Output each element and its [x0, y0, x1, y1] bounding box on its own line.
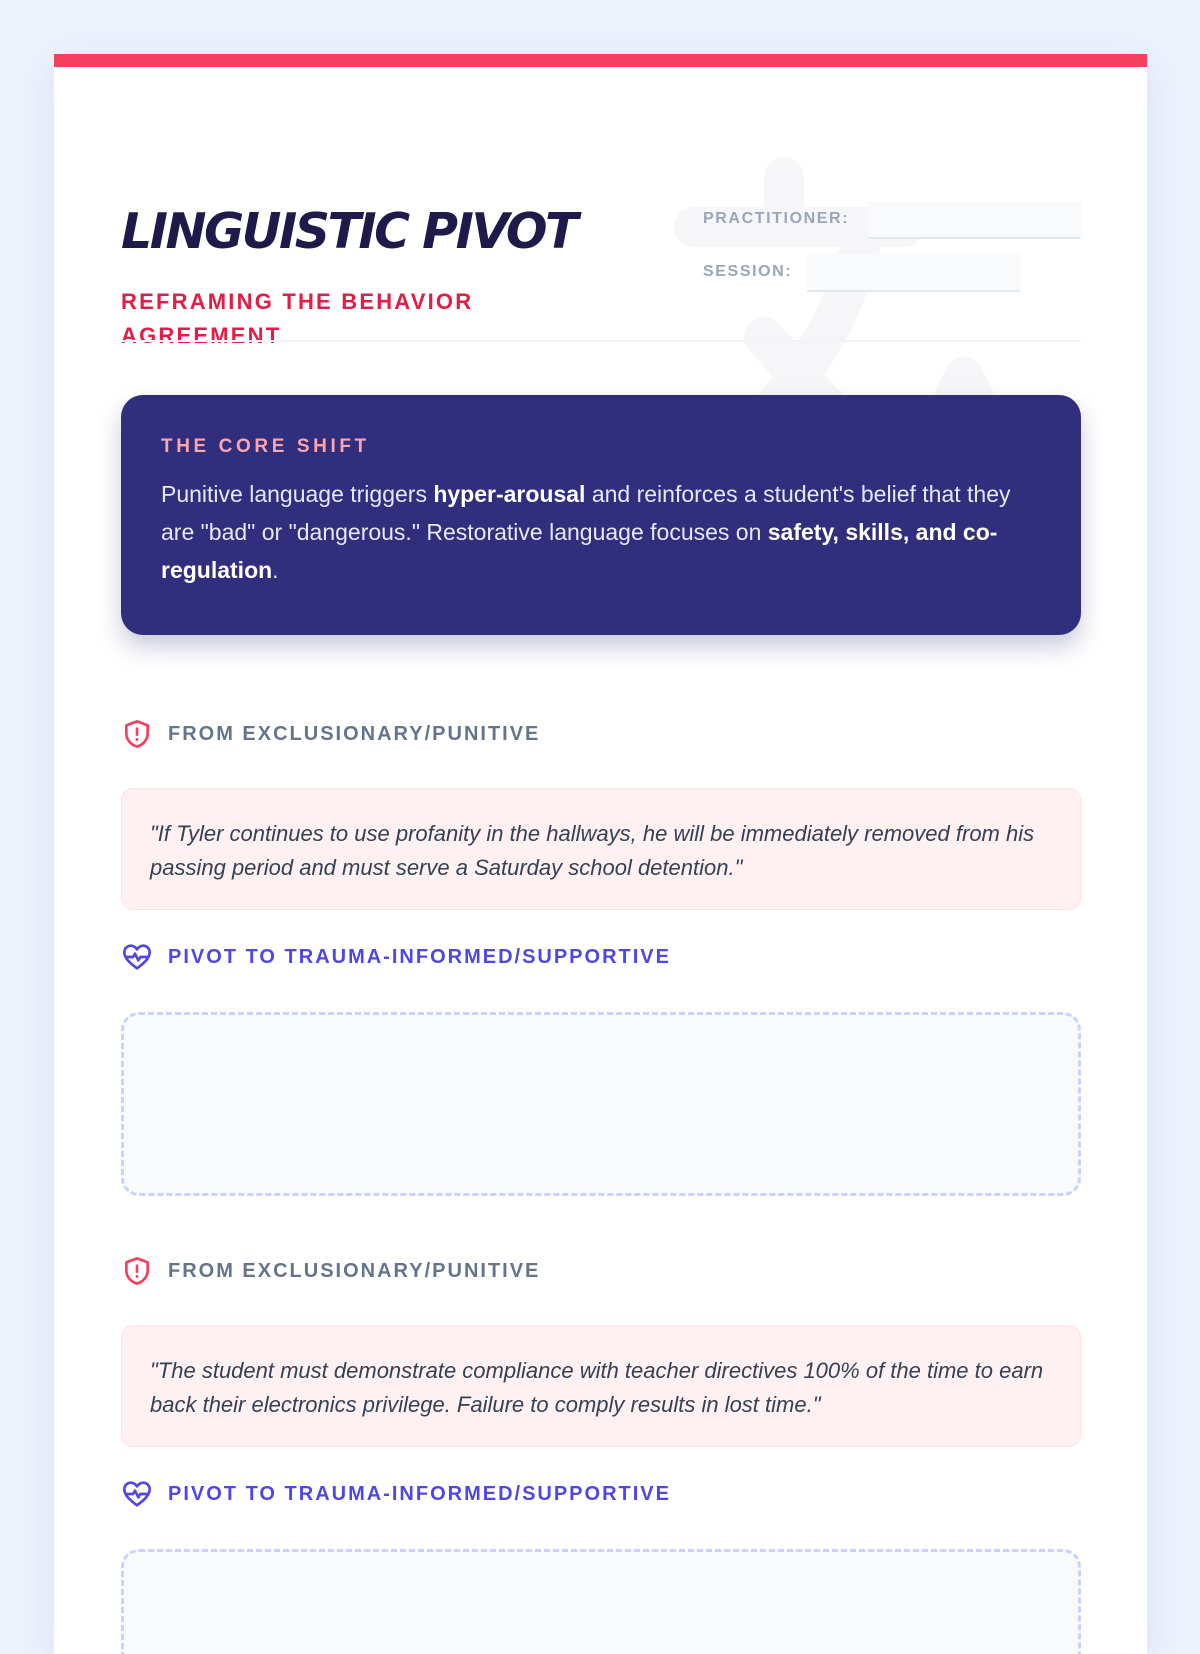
punitive-quote: "If Tyler continues to use profanity in the hallways, he will be immediately removed from his passing period and must serve a Saturday school detention."	[150, 821, 1035, 880]
page-subtitle: REFRAMING THE BEHAVIOR AGREEMENT	[121, 289, 474, 348]
punitive-label: FROM EXCLUSIONARY/PUNITIVE	[168, 1260, 541, 1282]
core-shift-emphasis: safety, skills, and co-regulation	[161, 519, 998, 583]
punitive-heading	[121, 1254, 540, 1288]
page-title: LINGUISTIC PIVOT	[121, 203, 576, 260]
header	[121, 147, 1081, 347]
punitive-label: FROM EXCLUSIONARY/PUNITIVE	[168, 723, 541, 745]
core-shift-emphasis: hyper-arousal	[433, 481, 586, 507]
pivot-label: PIVOT TO TRAUMA-INFORMED/SUPPORTIVE	[168, 946, 671, 968]
session-label: SESSION:	[703, 263, 793, 280]
shield-alert-icon	[121, 1255, 153, 1287]
punitive-quote-box	[121, 788, 1081, 910]
header-divider	[121, 340, 1081, 342]
pivot-heading	[121, 1477, 671, 1511]
core-shift-label: THE CORE SHIFT	[161, 436, 370, 457]
core-shift-text: Punitive language triggers hyper-arousal and reinforces a student's belief that they are "bad" or "dangerous." Restorative language focuses on safety, skills, and co-regulation.	[161, 481, 1011, 583]
practitioner-label: PRACTITIONER:	[703, 210, 850, 227]
pivot-response-field[interactable]	[121, 1012, 1081, 1196]
heart-pulse-icon	[121, 1478, 153, 1510]
heart-pulse-icon	[121, 941, 153, 973]
practitioner-field[interactable]	[868, 201, 1081, 239]
worksheet-page	[54, 54, 1147, 1654]
pivot-label: PIVOT TO TRAUMA-INFORMED/SUPPORTIVE	[168, 1483, 671, 1505]
punitive-quote-box	[121, 1325, 1081, 1447]
pivot-heading	[121, 940, 671, 974]
core-shift-callout	[121, 395, 1081, 635]
pivot-response-field[interactable]	[121, 1549, 1081, 1654]
shield-alert-icon	[121, 718, 153, 750]
session-field[interactable]	[807, 254, 1020, 292]
punitive-heading	[121, 717, 540, 751]
punitive-quote: "The student must demonstrate compliance with teacher directives 100% of the time to earn back their electronics privilege. Failure to comply results in lost time."	[150, 1358, 1044, 1417]
